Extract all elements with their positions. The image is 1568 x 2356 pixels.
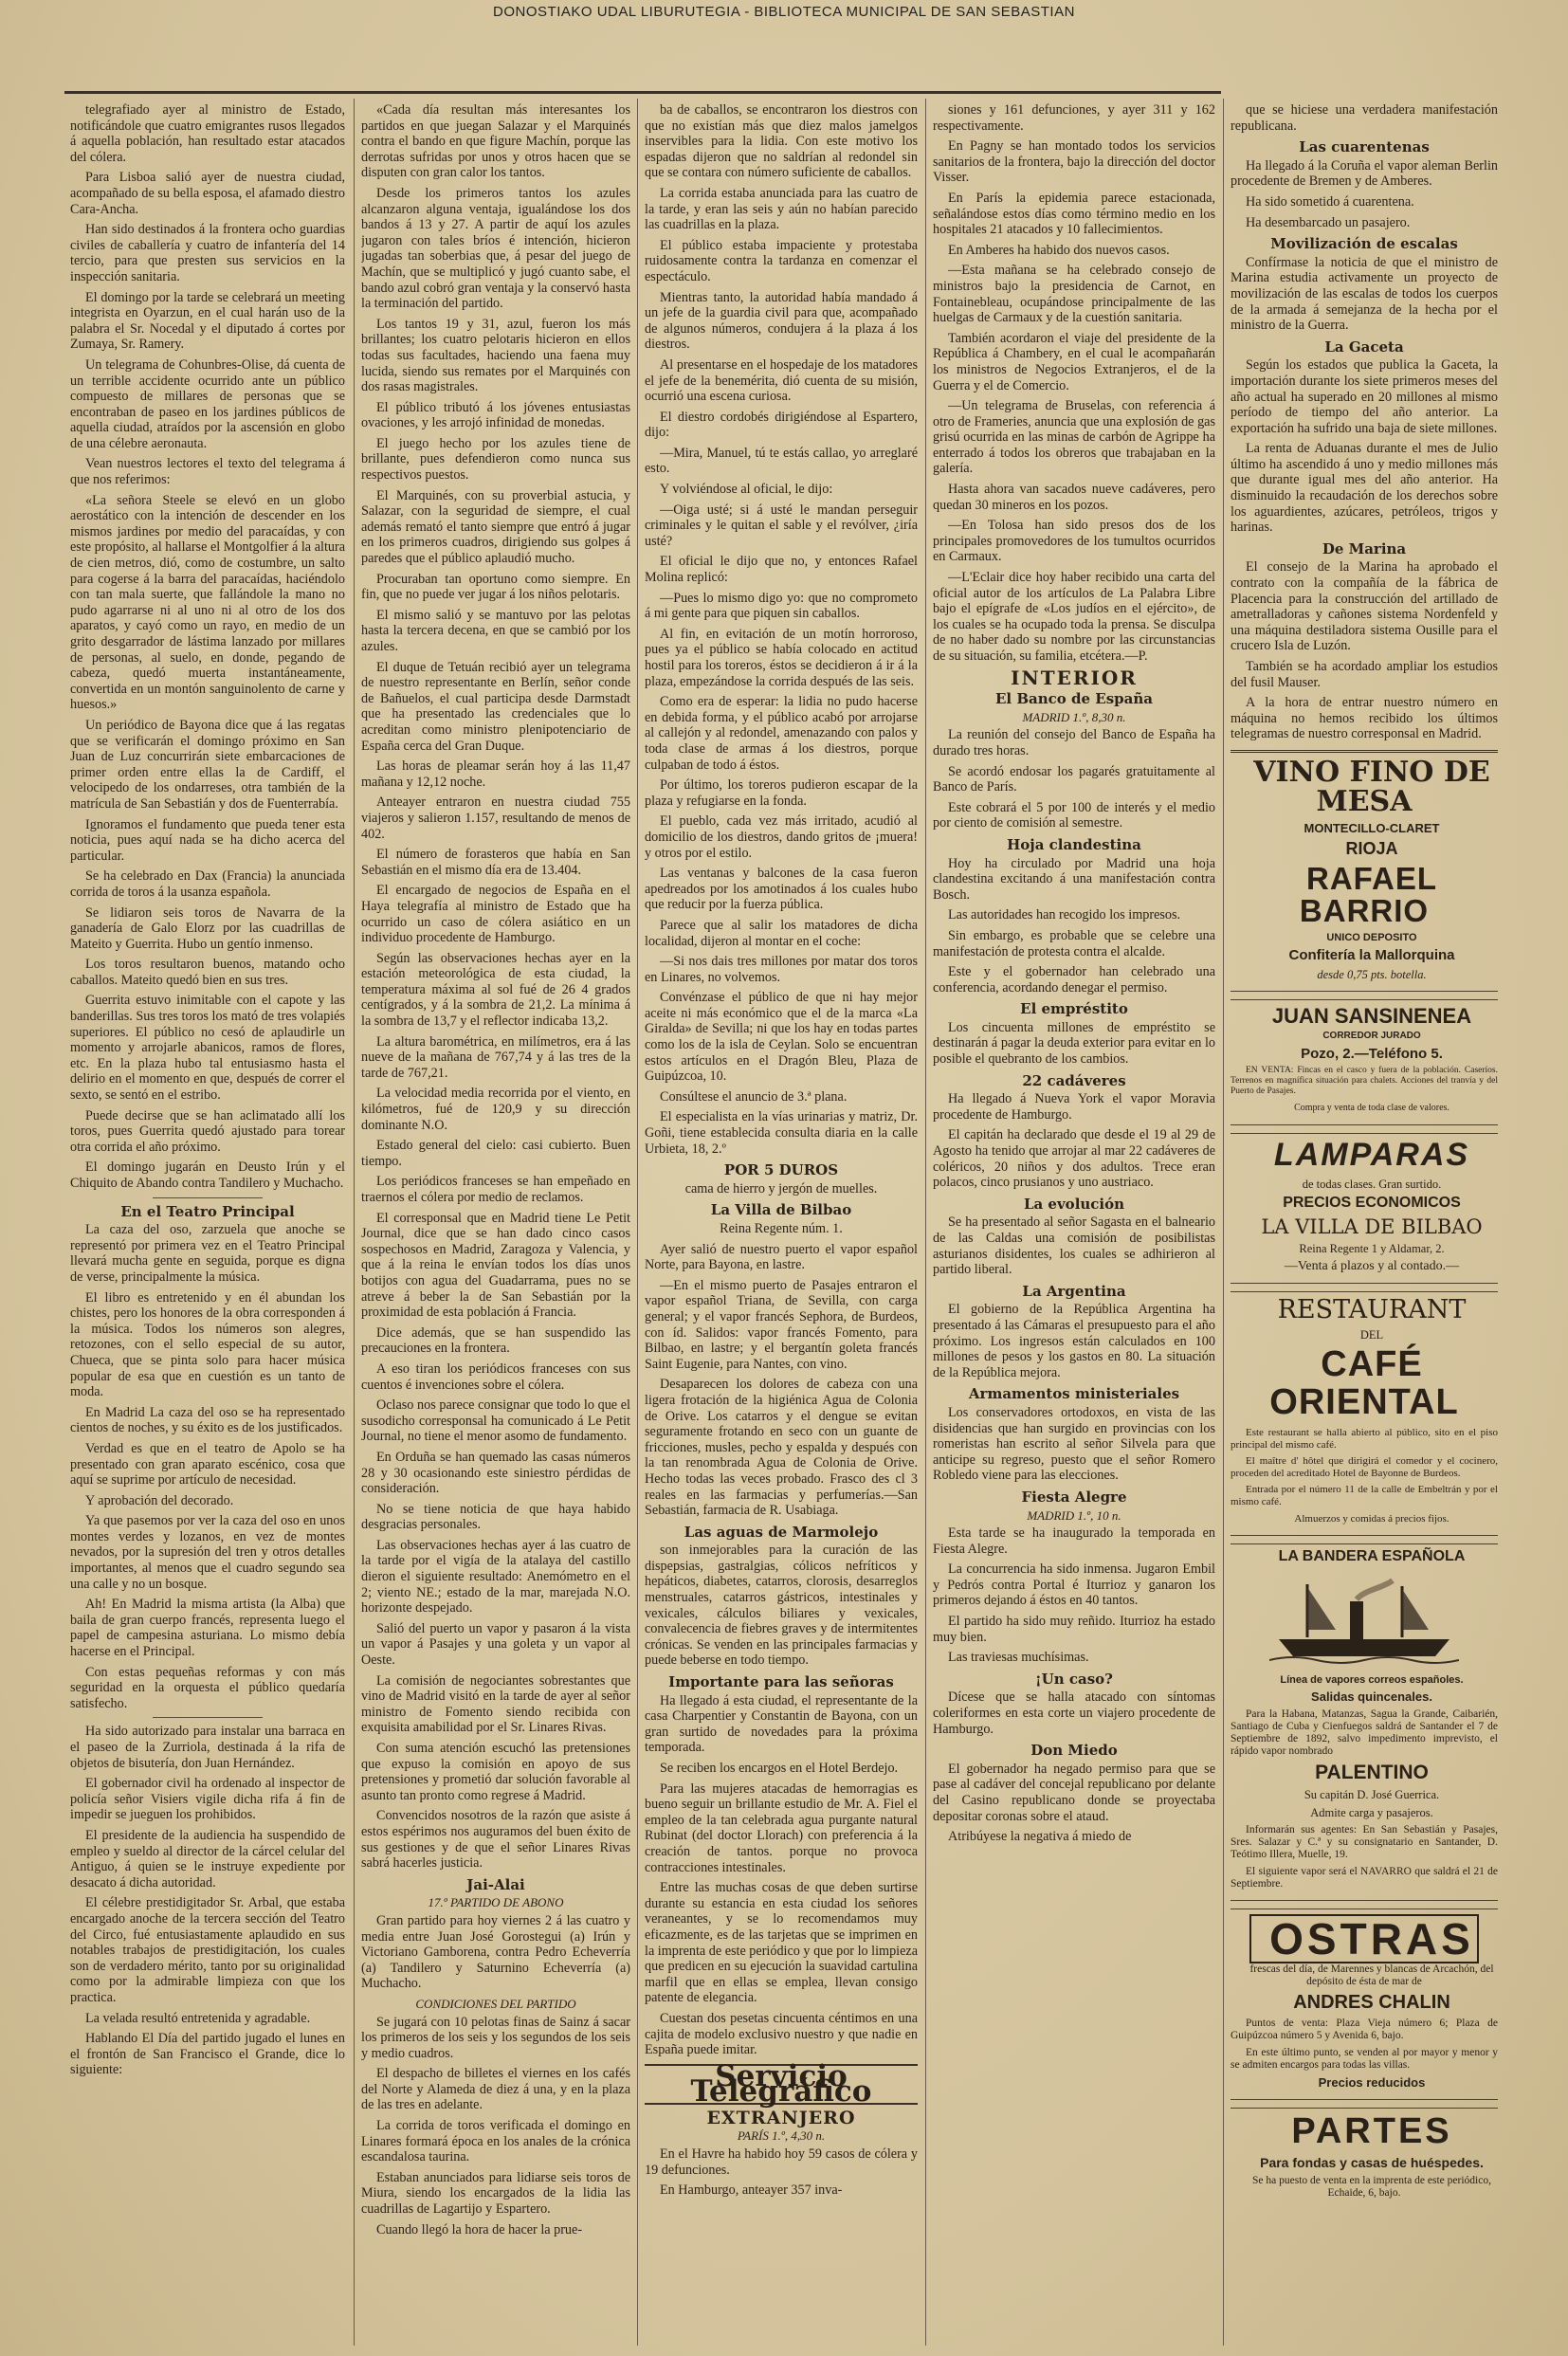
col4-paras11: [933, 1762, 1215, 1845]
article-paragraph: El público tributó á los jóvenes entusiastas ovaciones, y les arrojó infinidad de monedas.: [361, 399, 630, 431]
ad-text: de todas clases. Gran surtido.: [1302, 1178, 1442, 1192]
column-1: [70, 102, 345, 2340]
ad-title: LAMPARAS: [1273, 1137, 1470, 1174]
dateline: PARÍS 1.º, 4,30 n.: [737, 2128, 826, 2144]
article-paragraph: Los conservadores ortodoxos, en vista de las disidencias que han surgido en provincias con los romeristas han escrito al señor Silvela para que anticipe su regreso, puesto que el señor Romero Robledo viene para las elecciones.: [933, 1404, 1215, 1484]
article-paragraph: El capitán ha declarado que desde el 19 al 29 de Agosto ha tenido que arrojar al mar 22 cadáveres de coléricos, 20 niños y dos adultos. Trece eran polacos, cinco prusianos y uno austriaco.: [933, 1127, 1215, 1191]
article-paragraph: Se ha presentado al señor Sagasta en el balneario de las Caldas una comisión de posibilistas asturianos disidentes, los cuales se adhirieron al partido liberal.: [933, 1215, 1215, 1278]
col1-paras: [70, 102, 345, 1192]
article-paragraph: Dice además, que se han suspendido las precauciones en la frontera.: [361, 1324, 630, 1357]
ad-text: Para la Habana, Matanzas, Sagua la Grande, Caibarién, Santiago de Cuba y Cienfuegos saldrá de Santander el 7 de Septiembre de 1892, salvo impedimento imprevisto, el rápido vapor nombrado: [1231, 1708, 1498, 1758]
ad-title: PARTES: [1291, 2111, 1452, 2152]
ad-title: RESTAURANT: [1277, 1294, 1467, 1324]
article-paragraph: El consejo de la Marina ha aprobado el contrato con la compañía de la fábrica de Placencia para la construcción del artillado de ametralladoras y cañones sistema Nordenfeld y una máquina destiladora sistema Ousille para el crucero Isla de Luzón.: [1231, 559, 1498, 654]
article-paragraph: Desde los primeros tantos los azules alcanzaron alguna ventaja, igualándose los dos bandos á 13 y 27. A partir de aquí los azules jugaron con tales bríos é intención, hicieron jugadas tan soberbias que, á pesar del juego de Machín, que se multiplicó y jugó cuanto sabe, el bando azul cobró gran ventaja y la conservó hasta la terminación del partido.: [361, 185, 630, 312]
section-heading: Armamentos ministeriales: [968, 1385, 1180, 1403]
article-paragraph: En Hamburgo, anteayer 357 inva-: [660, 2182, 843, 2199]
article-paragraph: El oficial le dijo que no, y entonces Rafael Molina replicó:: [645, 554, 918, 586]
article-paragraph: —Un telegrama de Bruselas, con referencia á otro de Frameries, anuncia que una explosión de gas grisú ocurrida en las minas de carbón de Agrippe ha enterrado á todos los obreros que trabajaban en la galería.: [933, 398, 1215, 477]
article-paragraph: Puede decirse que se han aclimatado allí los toros, pues Guerrita quedó ajustado para torear otra corrida el año próximo.: [70, 1107, 345, 1155]
article-paragraph: Y volviéndose al oficial, le dijo:: [660, 482, 833, 498]
article-paragraph: Con suma atención escuchó las pretensiones que expuso la comisión en apoyo de sus pretensiones y prometió dar solución favorable al asunto tan pronto como regrese á Madrid.: [361, 1741, 630, 1803]
article-paragraph: son inmejorables para la curación de las dispepsias, gastralgias, cólicos nefríticos y hepáticos, diabetes, catarros, clorosis, desarreglos menstruales, catarros gástricos, intestinales y vexicales, cálculos biliares y vexicales, convalecencia de fiebres graves y de intermitentes crónicas. Se venden en las principales farmacias y puede beberse en todo tiempo.: [645, 1543, 918, 1669]
article-paragraph: Ignoramos el fundamento que pueda tener esta noticia, pues aquí nada se ha dicho acerca del particular.: [70, 816, 345, 864]
article-paragraph: Como era de esperar: la lidia no pudo hacerse en debida forma, y el público acabó por arrojarse al callejón y al redondel, amenazando con palos y toda clase de armas á los diestros, porque culpaban de todo á éstos.: [645, 694, 918, 773]
ad-text: Admite carga y pasajeros.: [1310, 1806, 1433, 1820]
col5-paras: [1231, 102, 1498, 134]
article-paragraph: Ha llegado á esta ciudad, el representante de la casa Charpentier y Constantin de Bayona, con un gran surtido de novedades para la próxima temporada.: [645, 1692, 918, 1756]
col4-paras3: [933, 856, 1215, 996]
article-paragraph: Se acordó endosar los pagarés gratuitamente al Banco de París.: [933, 763, 1215, 795]
article-paragraph: —Pues lo mismo digo yo: que no comprometo á mi gente para que piquen sin caballos.: [645, 590, 918, 622]
ad-text: Informarán sus agentes: En San Sebastián y Pasajes, Sres. Salazar y C.ª y su consignatario en Santander, D. Teótimo Illera, Muelle, 19.: [1231, 1824, 1498, 1861]
article-paragraph: El juego hecho por los azules tiene de brillante, pues defendieron como nunca sus respectivos puestos.: [361, 435, 630, 484]
column-4: [933, 102, 1215, 2340]
article-paragraph: La caza del oso, zarzuela que anoche se representó por primera vez en el Teatro Principal llevará mucha gente en seguida, porque es digna de verse, principalmente la música.: [70, 1222, 345, 1285]
article-paragraph: El pueblo, cada vez más irritado, acudió al domicilio de los diestros, dando gritos de ¡muera! y otros por el estilo.: [645, 813, 918, 861]
article-paragraph: El gobierno de la República Argentina ha presentado á las Cámaras el presupuesto para el año próximo. Los ingresos están calculados en 100 millones de pesos y los gastos en 80. La situación de la República mejora.: [933, 1302, 1215, 1380]
article-paragraph: Las observaciones hechas ayer á las cuatro de la tarde por el vigía de la atalaya del castillo dieron el siguiente resultado: Anemómetro en el 2; viento NE.; estado de la mar, marejada N.O. horizonte despejado.: [361, 1537, 630, 1616]
ad-text: Salidas quincenales.: [1311, 1689, 1432, 1705]
ad-title: CAFÉ ORIENTAL: [1269, 1344, 1459, 1423]
section-heading: Las aguas de Marmolejo: [684, 1523, 879, 1541]
article-paragraph: El presidente de la audiencia ha suspendido de empleo y sueldo al director de la cárcel celular del Antiguo, á quien se le instruye expediente por desacato á dicha autoridad.: [70, 1827, 345, 1890]
article-paragraph: La comisión de negociantes sobrestantes que vino de Madrid visitó en la tarde de ayer al señor ministro de Fomento siendo recibida con exquisita amabilidad por el Sr. Linares Rivas.: [361, 1672, 630, 1736]
section-heading: El Banco de España: [995, 690, 1153, 708]
article-paragraph: que se hiciese una verdadera manifestación republicana.: [1231, 102, 1498, 134]
col2-paras: [361, 102, 630, 1872]
article-paragraph: Han sido destinados á la frontera ocho guardias civiles de caballería y cuatro de infantería del 14 tercio, para que presten sus servicios en la inspección sanitaria.: [70, 222, 345, 284]
ad-heading: La Villa de Bilbao: [710, 1201, 852, 1219]
article-paragraph: Salió del puerto un vapor y pasaron á la vista un vapor á Pasajes y una goleta y un vapor al Oeste.: [361, 1620, 630, 1669]
article-paragraph: —En el mismo puerto de Pasajes entraron el vapor español Triana, de Sevilla, con carga general; y el vapor francés Sephora, de Burdeos, con íd. Salidos: vapor francés Fomento, para Bilbao, en lastre; y el bergantín goleta francés Saint Eugenie, para Nantes, con vino.: [645, 1277, 918, 1372]
article-paragraph: Confírmase la noticia de que el ministro de Marina estudia activamente un proyecto de movilización de las escalas de todos los cuerpos de la armada á semejanza de la hecha por el ministro de la Guerra.: [1231, 254, 1498, 334]
article-paragraph: Para las mujeres atacadas de hemorragias es bueno seguir un brillante estudio de Mr. A. Fiel el empleo de la tan celebrada agua purgante natural Rubinat (del doctor Llorach) con preferencia á la creación de tantos. porque no provoca contracciones intestinales.: [645, 1781, 918, 1875]
interior-title: INTERIOR: [1011, 666, 1138, 689]
ad-text: —Venta á plazos y al contado.—: [1284, 1258, 1460, 1273]
section-heading: Importante para las señoras: [668, 1673, 894, 1691]
article-paragraph: Estado general del cielo: casi cubierto. Buen tiempo.: [361, 1138, 630, 1169]
article-paragraph: El diestro cordobés dirigiéndose al Espartero, dijo:: [645, 409, 918, 441]
article-paragraph: La concurrencia ha sido inmensa. Jugaron Embil y Pedrós contra Portal é Iturrioz y ganaron los primeros dejando á éstos en 40 tantos.: [933, 1562, 1215, 1609]
article-paragraph: —Esta mañana se ha celebrado consejo de ministros bajo la presidencia de Carnot, en Fontainebleau, ocupándose principalmente de las huelgas de Carmaux y de la cuestión sanitaria.: [933, 263, 1215, 326]
article-paragraph: El libro es entretenido y en él abundan los chistes, pero los honores de la obra corresponden á la música. Todos los números son alegres, retozones, con el sello especial de su autor, Chueca, que se pinta solo para hacer música popular de esa que en cuestión es un tanto de moda.: [70, 1289, 345, 1400]
article-paragraph: —L'Eclair dice hoy haber recibido una carta del oficial autor de los artículos de La Palabra Libre bajo el epígrafe de «Los judíos en el ejército», de los cuales se ha ocupado toda la prensa. Se disculpa de no haber dado su nombre por las circunstancias de su situación, su familia, etcétera.—P.: [933, 570, 1215, 664]
col4-paras5: [933, 1091, 1215, 1191]
divider: [153, 1197, 263, 1198]
ad-title: RAFAEL BARRIO: [1299, 860, 1437, 929]
ad-text: Reina Regente núm. 1.: [720, 1221, 843, 1236]
col4-paras6: [933, 1215, 1215, 1277]
ad-text: El siguiente vapor será el NAVARRO que saldrá el 21 de Septiembre.: [1231, 1866, 1498, 1890]
article-paragraph: El célebre prestidigitador Sr. Arbal, que estaba encargado anoche de la tercera sección del Teatro del Circo, fué entusiastamente aplaudido en sus notables trabajos de prestidigitación, los cuales son de verdadero mérito, tanto por su originalidad como por la admirable limpieza con que los practica.: [70, 1895, 345, 2005]
article-paragraph: Un periódico de Bayona dice que á las regatas que se verificarán el domingo próximo en San Juan de Luz concurrirán siete embarcaciones de primer orden entre ellas la de Cardiff, el velocipedo de los ondarreses, otra también de la matrícula de San Sebastián y dos de Fuenterrabía.: [70, 717, 345, 812]
article-paragraph: En Pagny se han montado todos los servicios sanitarios de la frontera, bajo la dirección del doctor Visser.: [933, 138, 1215, 186]
ad-text: MONTECILLO-CLARET: [1304, 820, 1440, 835]
section-heading: Las cuarentenas: [1299, 138, 1430, 156]
article-paragraph: Las traviesas muchísimas.: [948, 1650, 1089, 1666]
col4-paras7: [933, 1302, 1215, 1380]
article-paragraph: Al presentarse en el hospedaje de los matadores el jefe de la benemérita, dió cuenta de su misión, ocurrió una escena curiosa.: [645, 356, 918, 405]
article-paragraph: La velocidad media recorrida por el viento, en kilómetros, fué de 120,9 y su dirección dominante N.O.: [361, 1086, 630, 1133]
article-paragraph: La reunión del consejo del Banco de España ha durado tres horas.: [933, 727, 1215, 758]
ad-text: Puntos de venta: Plaza Vieja número 6; Plaza de Guipúzcoa número 5 y Avenida 6, bajo.: [1231, 2018, 1498, 2042]
section-heading: Fiesta Alegre: [1021, 1488, 1127, 1506]
ad-text: Almuerzos y comidas á precios fijos.: [1294, 1513, 1449, 1525]
steamship-icon: [1269, 1573, 1459, 1668]
col5-paras4: [1231, 357, 1498, 536]
ad-lamparas: [1231, 1133, 1498, 1284]
col4-paras4: [933, 1020, 1215, 1068]
article-paragraph: —En Tolosa han sido presos dos de los principales promovedores de los tumultos ocurridos en Carmaux.: [933, 518, 1215, 565]
ad-text: Compra y venta de toda clase de valores.: [1294, 1103, 1449, 1114]
col5-paras3: [1231, 255, 1498, 334]
article-paragraph: —Mira, Manuel, tú te estás callao, yo arreglaré esto.: [645, 445, 918, 477]
ad-heading: POR 5 DUROS: [723, 1161, 839, 1179]
article-paragraph: Dícese que se halla atacado con síntomas coleriformes en esta corte un viajero procedente de Hamburgo.: [933, 1689, 1215, 1737]
article-paragraph: En Amberes ha habido dos nuevos casos.: [948, 242, 1170, 258]
article-paragraph: No se tiene noticia de que haya habido desgracias personales.: [361, 1501, 630, 1533]
col1-paras3: [70, 1724, 345, 2077]
article-paragraph: Sin embargo, es probable que se celebre una manifestación de protesta contra el alcalde.: [933, 927, 1215, 959]
ad-text: El maître d' hôtel que dirigirá el comedor y el cocinero, proceden del acreditado Hotel de Bayonne de Burdeos.: [1231, 1455, 1498, 1479]
article-paragraph: Entre las muchas cosas de que deben surtirse durante su estancia en esta ciudad los señores veraneantes, y se lo recomendamos muy eficazmente, es de las tarjetas que se imprimen en la imprenta de este periódico y que por lo limpieza que predicen en su ejecución la suavidad cartulina marfil que en ellas se emplea, llevan consigo patente de elegancia.: [645, 1880, 918, 2006]
section-heading: La evolución: [1023, 1195, 1125, 1213]
article-paragraph: Oclaso nos parece consignar que todo lo que el susodicho corresponsal ha comunicado á Le Petit Journal, no tiene el menor asomo de fundamento.: [361, 1397, 630, 1445]
ad-title: ANDRES CHALIN: [1293, 1992, 1450, 2014]
article-paragraph: Las horas de pleamar serán hoy á las 11,47 mañana y 12,12 noche.: [361, 758, 630, 790]
article-paragraph: —Oiga usté; si á usté le mandan perseguir criminales y le quitan el sable y el revólver, ¿iría usté?: [645, 502, 918, 549]
page-header: DONOSTIAKO UDAL LIBURUTEGIA - BIBLIOTECA MUNICIPAL DE SAN SEBASTIAN: [493, 4, 1075, 20]
ad-text: EN VENTA: Fincas en el casco y fuera de la población. Caseríos. Terrenos en magnífica situación para chalets. Acciones del tranvía y del Puerto de Pasajes.: [1231, 1066, 1498, 1097]
column-separator: [925, 99, 926, 2346]
article-paragraph: El despacho de billetes el viernes en los cafés del Norte y Alameda de diez á una, y en la plaza de las tres en adelante.: [361, 2066, 630, 2113]
ad-text: Se ha puesto de venta en la imprenta de este periódico, Echaide, 6, bajo.: [1252, 2174, 1491, 2199]
ad-title: LA BANDERA ESPAÑOLA: [1278, 1548, 1466, 1565]
ad-text: desde 0,75 pts. botella.: [1317, 968, 1427, 982]
article-paragraph: Cuando llegó la hora de hacer la prue-: [376, 2221, 583, 2237]
section-heading: Don Miedo: [1030, 1742, 1118, 1760]
section-heading: EXTRANJERO: [706, 2107, 856, 2128]
col3-paras3: [645, 1543, 918, 1669]
article-paragraph: Ha llegado á Nueva York el vapor Moravia procedente de Hamburgo.: [933, 1091, 1215, 1123]
article-paragraph: Mientras tanto, la autoridad había mandado á un jefe de la guardia civil para que, acompañado de algunos números, condujera á la plaza á los diestros.: [645, 289, 918, 353]
col1-paras2: [70, 1222, 345, 1711]
article-paragraph: Ah! En Madrid la misma artista (la Alba) que baila de gran cuerpo francés, representa luego el papel de campesina asturiana. Lo mismo debía hacerse en el Principal.: [70, 1597, 345, 1660]
article-paragraph: «La señora Steele se elevó en un globo aerostático con la intención de descender en los mismos jardines por medio del paracaídas, y con este propósito, al hallarse el Montgolfier á la altura de cien metros, dió, como de costumbre, un salto para cogerse á la barra del paracaídas, haciéndolo con tan mala suerte, que fallándole la mano no pudo agarrarse ni al uno ni al otro de los dos aparatos, y cayó como un rayo, en medio de un grito desgarrador de lástima lanzado por millares de personas, al suelo, en donde, pegando de cabeza, quedó muerta instantáneamente, convertida en un montón sanguinolento de carne y huesos.»: [70, 492, 345, 713]
divider: [153, 1717, 263, 1718]
article-paragraph: La velada resultó entretenida y agradable.: [85, 2010, 311, 2026]
article-paragraph: Este y el gobernador han celebrado una conferencia, acordando denegar el permiso.: [933, 964, 1215, 995]
ad-text: PRECIOS ECONOMICOS: [1283, 1195, 1461, 1212]
col3-paras2: [645, 1242, 918, 1519]
article-paragraph: El público estaba impaciente y protestaba ruidosamente contra la tardanza en comenzar el espectáculo.: [645, 237, 918, 284]
ad-text: cama de hierro y jergón de muelles.: [684, 1180, 878, 1196]
article-paragraph: El gobernador ha negado permiso para que se pase al cadáver del concejal republicano por delante del Casino republicano donde se proyectaba depositar coronas sobre el ataud.: [933, 1761, 1215, 1824]
article-paragraph: A eso tiran los periódicos franceses con sus cuentos é invenciones sobre el cólera.: [361, 1361, 630, 1393]
top-rule: [64, 91, 1221, 94]
ad-text: Reina Regente 1 y Aldamar, 2.: [1299, 1241, 1445, 1255]
article-paragraph: Se ha celebrado en Dax (Francia) la anunciada corrida de toros á la usanza española.: [70, 868, 345, 900]
article-paragraph: Estaban anunciados para lidiarse seis toros de Miura, siendo los encargados de la lidia las cuadrillas de Lagartijo y Espartero.: [361, 2169, 630, 2218]
article-paragraph: El gobernador civil ha ordenado al inspector de policía señor Visiers vigile dicha rifa á fin de impedir se jueguen los prohibidos.: [70, 1776, 345, 1823]
ad-sansinenea: [1231, 999, 1498, 1125]
article-paragraph: El domingo por la tarde se celebrará un meeting integrista en Oyarzun, en el cual harán uso de la palabra el Sr. Nocedal y el diputado á cortes por Zumaya, Sr. Ramery.: [70, 289, 345, 353]
article-paragraph: Con estas pequeñas reformas y con más seguridad en la orquesta el público quedaría satisfecho.: [70, 1664, 345, 1711]
col4-paras: [933, 102, 1215, 665]
article-paragraph: Hablando El Día del partido jugado el lunes en el frontón de San Francisco el Grande, dice lo siguiente:: [70, 2031, 345, 2078]
article-paragraph: Este cobrará el 5 por 100 de interés y el medio por ciento de comisión al semestre.: [933, 799, 1215, 831]
article-paragraph: En Madrid La caza del oso se ha representado cientos de noches, y su éxito es de los justificados.: [70, 1404, 345, 1436]
article-paragraph: Al fin, en evitación de un motín horroroso, pues ya el público se había colocado en actitud hostil para los toreros, éstos se decidieron á ir á la plaza, empezándose la corrida después de las seis.: [645, 626, 918, 689]
dateline: MADRID 1.º, 10 n.: [1027, 1507, 1121, 1523]
article-paragraph: La altura barométrica, en milímetros, era á las nueve de la mañana de 767,74 y á las tres de la tarde de 767,21.: [361, 1033, 630, 1081]
article-paragraph: El número de forasteros que había en San Sebastián en el mismo día era de 13.404.: [361, 847, 630, 878]
ad-text: DEL: [1359, 1328, 1384, 1342]
column-separator: [1223, 99, 1224, 2346]
column-5: [1231, 102, 1498, 2340]
article-paragraph: Ha sido autorizado para instalar una barraca en el paseo de la Zurriola, destinada á la rifa de objetos de bisutería, don Juan Hernández.: [70, 1724, 345, 1771]
article-paragraph: Vean nuestros lectores el texto del telegrama á que nos referimos:: [70, 456, 345, 488]
section-heading: El empréstito: [1020, 1000, 1128, 1018]
article-paragraph: El especialista en la vías urinarias y matriz, Dr. Goñi, tiene establecida consulta diaria en la calle Urbieta, 18, 2.º: [645, 1109, 918, 1157]
section-heading: La Argentina: [1022, 1282, 1126, 1300]
article-paragraph: El mismo salió y se mantuvo por las pelotas hasta la tercera decena, en que se cambió por los azules.: [361, 607, 630, 654]
article-paragraph: Los tantos 19 y 31, azul, fueron los más brillantes; los cuatro pelotaris hicieron en ellos todas sus facultades, haciendo una faena muy lucida, siendo sus remates por el Marquinés con dos rasas magistrales.: [361, 316, 630, 395]
col2-paras2: [361, 1913, 630, 1992]
article-paragraph: Parece que al salir los matadores de dicha localidad, dijeron al montar en el coche:: [645, 917, 918, 949]
article-paragraph: Gran partido para hoy viernes 2 á las cuatro y media entre Juan José Gorostegui (a) Irún y Victoriano Gamborena, contra Pedro Echeverría (a) Tandilero y Saturnino Echeverría (a) Muchacho.: [361, 1912, 630, 1992]
ad-title: OSTRAS: [1249, 1914, 1479, 1963]
article-paragraph: Se lidiaron seis toros de Navarra de la ganadería de Galo Elorz por las cuadrillas de Mateito y Guerrita. Hubo un gentío inmenso.: [70, 904, 345, 952]
article-paragraph: Hasta ahora van sacados nueve cadáveres, pero quedan 30 mineros en los pozos.: [933, 482, 1215, 513]
section-heading: Hoja clandestina: [1007, 835, 1141, 853]
col3-paras: [645, 102, 918, 1157]
section-subheading: CONDICIONES DEL PARTIDO: [415, 1996, 576, 2011]
ad-restaurant: [1231, 1291, 1498, 1536]
article-paragraph: Un telegrama de Cohunbres-Olise, dá cuenta de un terrible accidente ocurrido ante un público compuesto de millares de personas que se encontraban de paseo en los jardines públicos de aquella ciudad, atraídos por la ascensión en globo de una célebre aeronauta.: [70, 356, 345, 451]
ad-text: Su capitán D. José Guerrica.: [1304, 1788, 1440, 1802]
article-paragraph: Se jugará con 10 pelotas finas de Sainz á sacar los primeros de los seis y los segundos de los seis y medio cuadros.: [361, 2014, 630, 2061]
article-paragraph: Los cincuenta millones de empréstito se destinarán á pagar la deuda exterior para evitar en lo posible el quebranto de los cambios.: [933, 1019, 1215, 1068]
col3-paras4: [645, 1693, 918, 2058]
section-heading: En el Teatro Principal: [120, 1202, 295, 1220]
telegraph-title: Servicio Telegráfico: [645, 2064, 918, 2105]
article-paragraph: Ha desembarcado un pasajero.: [1246, 214, 1411, 230]
article-paragraph: Desaparecen los dolores de cabeza con una ligera frotación de la higiénica Agua de Colonia de Orive. Los catarros y el dengue se evitan seguramente frotando en seco con un guante de fricciones, musles, pecho y espalda y después con la tan renombrada Agua de Colonia de Orive. Hecho todas las veces probado. Frasco des cl 3 reales en las farmacias y perfumerías.—San Sebastián, farmacia de R. Usabiaga.: [645, 1377, 918, 1519]
article-paragraph: Las autoridades han recogido los impresos.: [948, 907, 1181, 923]
ad-text: Línea de vapores correos españoles.: [1280, 1673, 1464, 1686]
col5-paras2: [1231, 158, 1498, 230]
article-paragraph: Cuestan dos pesetas cincuenta céntimos en una cajita de modelo exclusivo nuestro y que nadie en España puede imitar.: [645, 2010, 918, 2058]
col4-paras9: [933, 1525, 1215, 1666]
article-paragraph: También se ha acordado ampliar los estudios del fusil Mauser.: [1231, 659, 1498, 690]
section-heading: ¡Un caso?: [1035, 1670, 1113, 1688]
section-heading: 22 cadáveres: [1022, 1071, 1126, 1089]
article-paragraph: Los toros resultaron buenos, matando ocho caballos. Mateito quedó bien en sus tres.: [70, 957, 345, 988]
ad-text: Confitería la Mallorquina: [1288, 947, 1455, 964]
column-separator: [354, 99, 355, 2346]
section-heading: De Marina: [1322, 539, 1407, 557]
article-paragraph: La corrida de toros verificada el domingo en Linares formará época en los anales de la crónica escandalosa taurina.: [361, 2118, 630, 2165]
article-paragraph: El Marquinés, con su proverbial astucia, y Salazar, con la seguridad de siempre, el cual además remató el tanto siempre que entró á jugar en los primeros cuadros, dirigiendo sus golpes á paredes que el público aplaudió mucho.: [361, 487, 630, 567]
article-paragraph: También acordaron el viaje del presidente de la República á Chambery, en el cual le acompañarán los ministros de Negocios Extranjeros, el de la Guerra y el de Comercio.: [933, 330, 1215, 393]
ad-text: UNICO DEPOSITO: [1326, 931, 1417, 943]
col4-paras10: [933, 1689, 1215, 1737]
article-paragraph: El encargado de negocios de España en el Haya telegrafía al ministro de Estado que ha ocurrido un caso de cólera asiático en un individuo procedente de Hamburgo.: [361, 883, 630, 946]
article-paragraph: Las ventanas y balcones de la casa fueron apedreados por los amotinados á los cuales hubo que reducir por la fuerza pública.: [645, 866, 918, 913]
article-paragraph: Ayer salió de nuestro puerto el vapor español Norte, para Bayona, en lastre.: [645, 1241, 918, 1273]
article-paragraph: Según las observaciones hechas ayer en la estación meteorológica de esta ciudad, la temperatura máxima al sol fué de 26 4 grados centígrados, y á la sombra de 21,2. La mínima á la sombra de 13,7 y el reflector indicaba 13,2.: [361, 950, 630, 1030]
col4-paras2: [933, 727, 1215, 831]
col3-paras5: [645, 2146, 918, 2199]
dateline: MADRID 1.º, 8,30 n.: [1022, 709, 1126, 724]
column-separator: [637, 99, 638, 2346]
article-paragraph: Esta tarde se ha inaugurado la temporada en Fiesta Alegre.: [933, 1525, 1215, 1557]
article-paragraph: La corrida estaba anunciada para las cuatro de la tarde, y eran las seis y aún no habían parecido las cuadrillas en la plaza.: [645, 185, 918, 233]
ad-text: Pozo, 2.—Teléfono 5.: [1301, 1045, 1443, 1062]
article-paragraph: El domingo jugarán en Deusto Irún y el Chiquito de Abando contra Tandilero y Muchacho.: [70, 1160, 345, 1191]
column-2: [361, 102, 630, 2340]
article-paragraph: Hoy ha circulado por Madrid una hoja clandestina excitando á una manifestación contra Bosch.: [933, 855, 1215, 903]
article-paragraph: En el Havre ha habido hoy 59 casos de cólera y 19 defunciones.: [645, 2146, 918, 2178]
article-paragraph: Guerrita estuvo inimitable con el capote y las banderillas. Sus tres toros los mató de tres volapiés superiores. El público no cesó de aplaudirle un momento y arrojarle abanicos, ramos de flores, etc. En la plaza hubo tal entusiasmo hasta el delirio en el momento en que, después de correr el sexto, se sentó en el estribo.: [70, 993, 345, 1104]
article-paragraph: Atribúyese la negativa á miedo de: [948, 1829, 1132, 1845]
article-paragraph: En Orduña se han quemado las casas números 28 y 30 ocasionando este siniestro pérdidas de consideración.: [361, 1449, 630, 1497]
ad-text: CORREDOR JURADO: [1322, 1031, 1421, 1042]
article-paragraph: Y aprobación del decorado.: [85, 1492, 234, 1508]
ad-text: Este restaurant se halla abierto al público, sito en el piso principal del mismo café.: [1231, 1427, 1498, 1451]
article-paragraph: Se reciben los encargos en el Hotel Berdejo.: [660, 1761, 899, 1776]
ad-title: JUAN SANSINENEA: [1271, 1004, 1472, 1029]
article-paragraph: Verdad es que en el teatro de Apolo se ha presentado con gran aparato escénico, cosa que aquí se suprime por artículo de necesidad.: [70, 1440, 345, 1488]
ad-title: PALENTINO: [1315, 1762, 1429, 1784]
col5-paras5: [1231, 559, 1498, 742]
article-paragraph: Anteayer entraron en nuestra ciudad 755 viajeros y salieron 1.157, resultando de menos de 402.: [361, 794, 630, 842]
col4-paras8: [933, 1405, 1215, 1484]
ad-text: Precios reducidos: [1318, 2075, 1426, 2091]
article-paragraph: El corresponsal que en Madrid tiene Le Petit Journal, dice que se han dado cinco casos sospechosos en Madrid, Zaragoza y Valencia, y que á la reina le envían todos los días unos botijos con agua del Guadarrama, pues no se atreve á beber la de San Sebastián por la proximidad de esta población á Francia.: [361, 1210, 630, 1321]
ad-text: RIOJA: [1345, 838, 1398, 858]
ad-text: frescas del día, de Marennes y blancas de Arcachón, del depósito de ésta de mar de: [1249, 1963, 1494, 1988]
article-paragraph: «Cada día resultan más interesantes los partidos en que juegan Salazar y el Marquinés contra el bando en que figure Machín, porque las derrotas sufridas por unos y otros hacen que se disputen con gran calor los tantos.: [361, 102, 630, 181]
article-paragraph: A la hora de entrar nuestro número en máquina no hemos recibido los últimos telegramas de nuestro corresponsal en Madrid.: [1231, 695, 1498, 742]
col2-paras3: [361, 2015, 630, 2238]
article-paragraph: Los periódicos franceses se han empeñado en traernos el cólera por medio de reclamos.: [361, 1174, 630, 1205]
article-paragraph: Para Lisboa salió ayer de nuestra ciudad, acompañado de su bella esposa, el afamado diestro Cara-Ancha.: [70, 170, 345, 217]
article-paragraph: telegrafiado ayer al ministro de Estado, notificándole que cuatro emigrantes rusos llegados á aquella población, han resultado estar atacados del cólera.: [70, 102, 345, 165]
article-paragraph: Consúltese el anuncio de 3.ª plana.: [660, 1088, 848, 1105]
article-paragraph: Según los estados que publica la Gaceta, la importación durante los siete primeros meses del año actual ha superado en 20 millones al mismo período de tiempo del año anterior. La exportación ha sufrido una baja de siete millones.: [1231, 357, 1498, 436]
ad-partes: [1231, 2108, 1498, 2209]
ad-ostras: [1231, 1909, 1498, 2100]
article-paragraph: —Si nos dais tres millones por matar dos toros en Linares, no volvemos.: [645, 954, 918, 985]
article-paragraph: En París la epidemia parece estacionada, señalándose estos días como término medio en los hospitales 21 atacados y 10 fallecimientos.: [933, 190, 1215, 238]
article-paragraph: ba de caballos, se encontraron los diestros con que no existían más que diez malos jamelgos inservibles para la lidia. Con este motivo los espadas dijeron que no saldrían al redondel sin que se contara con número suficiente de caballos.: [645, 102, 918, 181]
ad-text: En este último punto, se venden al por mayor y menor y se admiten encargos para todas las villas.: [1231, 2047, 1498, 2072]
ad-text: Entrada por el número 11 de la calle de Embeltrán y por el mismo café.: [1231, 1484, 1498, 1507]
article-paragraph: Procuraban tan oportuno como siempre. En fin, que no puede ver jugar á los niños pelotaris.: [361, 571, 630, 603]
section-heading: Jai-Alai: [466, 1875, 525, 1893]
ad-bandera-espanola: [1231, 1543, 1498, 1901]
ad-vino: [1231, 750, 1498, 992]
column-3: [645, 102, 918, 2340]
article-paragraph: siones y 161 defunciones, y ayer 311 y 162 respectivamente.: [933, 102, 1215, 134]
article-paragraph: El partido ha sido muy reñido. Iturrioz ha estado muy bien.: [933, 1614, 1215, 1645]
ad-title: VINO FINO DE MESA: [1253, 755, 1490, 819]
ad-text: Para fondas y casas de huéspedes.: [1260, 2154, 1484, 2170]
article-paragraph: El duque de Tetuán recibió ayer un telegrama de nuestro representante en Berlín, señor conde de Bañuelos, el cual participa desde Darmstadt que ha presentado las credenciales que lo acreditan como ministro plenipotenciario de España cerca del Gran Duque.: [361, 659, 630, 754]
article-paragraph: Ha llegado á la Coruña el vapor aleman Berlin procedente de Bremen y de Amberes.: [1231, 157, 1498, 190]
ad-title: LA VILLA DE BILBAO: [1261, 1215, 1483, 1238]
section-heading: La Gaceta: [1324, 338, 1404, 356]
article-paragraph: Ya que pasemos por ver la caza del oso en unos montes verdes y lozanos, en vez de montes nevados, por la supresión del tren y otros detalles importantes, al menos que el cuadro segundo sea una calle y no un bosque.: [70, 1513, 345, 1592]
article-paragraph: Convénzase el público de que ni hay mejor aceite ni más económico que el de la marca «La Giralda» de Sevilla; ni que los hay en todas partes como los de la isla de Ceylan. Solo se encuentran estos artículos en el Dragón Bleu, Plaza de Guipúzcoa, 10.: [645, 990, 918, 1085]
section-subheading: 17.º PARTIDO DE ABONO: [428, 1895, 564, 1910]
article-paragraph: Por último, los toreros pudieron escapar de la plaza y refugiarse en la fonda.: [645, 777, 918, 809]
article-paragraph: Ha sido sometido á cuarentena.: [1246, 193, 1414, 210]
article-paragraph: Convencidos nosotros de la razón que asiste á estos espérimos nos auguramos del buen éxito de sus gestiones y de que el señor Linares Rivas sabrá hacerles justicia.: [361, 1808, 630, 1872]
article-paragraph: La renta de Aduanas durante el mes de Julio último ha ascendido á uno y medio millones más que durante igual mes del año anterior. Ha disminuido la recaudación de los derechos sobre los aguardientes, azúcares, petróleos, trigos y harinas.: [1231, 441, 1498, 536]
section-heading: Movilización de escalas: [1270, 235, 1458, 253]
